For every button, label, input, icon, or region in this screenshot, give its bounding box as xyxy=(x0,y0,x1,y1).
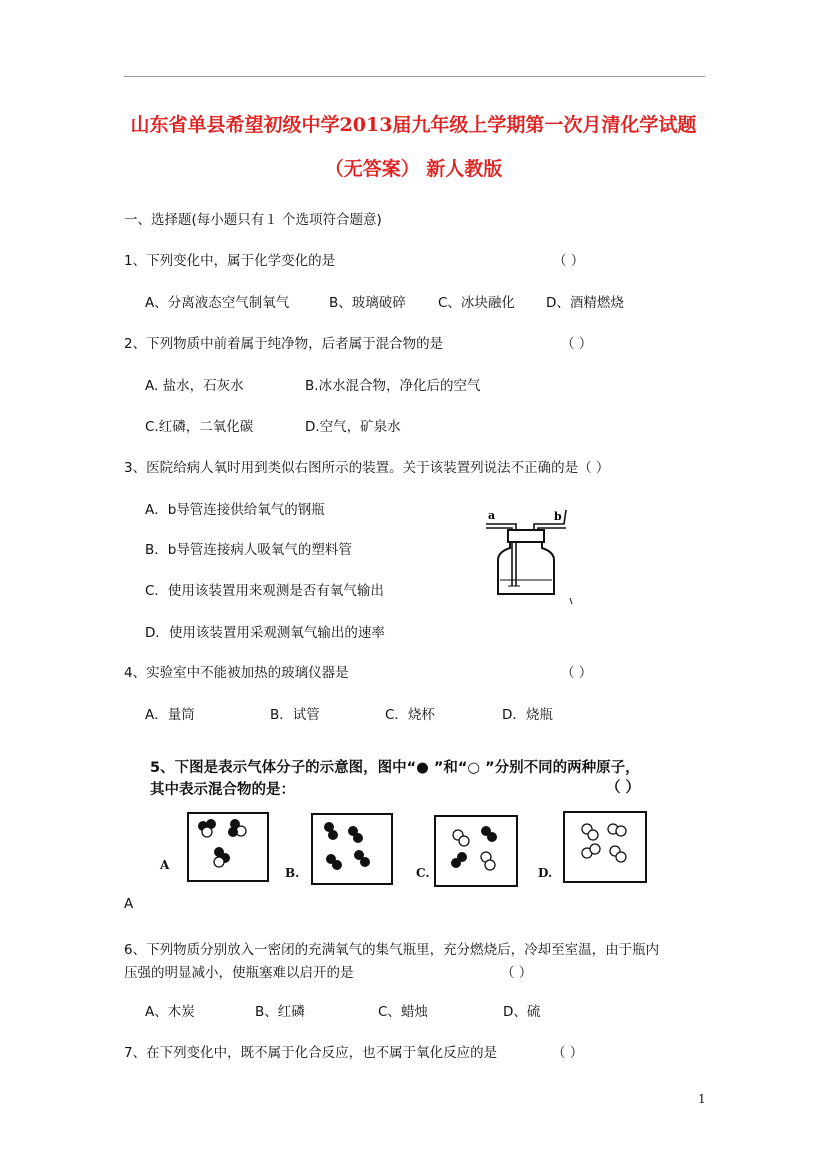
header-rule xyxy=(124,76,705,77)
q6-stem-line1: 6、下列物质分别放入一密闭的充满氧气的集气瓶里，充分燃烧后，冷却至室温，由于瓶内 xyxy=(124,942,660,958)
q6-option-b: B、红磷 xyxy=(255,1004,305,1020)
q1-option-d: D、酒精燃烧 xyxy=(546,295,624,311)
q6-option-a: A、木炭 xyxy=(145,1004,195,1020)
q2-option-b: B.冰水混合物，净化后的空气 xyxy=(305,378,481,394)
section-heading: 一、选择题(每小题只有１ 个选项符合题意) xyxy=(124,212,382,228)
q2-stem: 2、下列物质中前着属于纯净物，后者属于混合物的是 xyxy=(124,336,444,352)
q6-stem-line2: 压强的明显减小，使瓶塞难以启开的是 xyxy=(124,965,354,981)
q4-option-a: A．量筒 xyxy=(145,707,195,723)
q5-stem-line1: 5、下图是表示气体分子的示意图，图中“● ”和“○ ”分别不同的两种原子， xyxy=(150,760,640,776)
q2-option-d: D.空气，矿泉水 xyxy=(305,419,401,435)
q1-option-a: A、分离液态空气制氧气 xyxy=(145,295,290,311)
q5-box-label-c: C. xyxy=(416,866,430,880)
q6-option-d: D、硫 xyxy=(503,1004,541,1020)
q5-box-label-a: A xyxy=(160,858,170,872)
q5-box-label-d: D. xyxy=(538,866,553,880)
q4-option-b: B．试管 xyxy=(270,707,320,723)
q5-answer-paren: （ ） xyxy=(606,780,641,796)
q2-option-c: C.红磷，二氧化碳 xyxy=(145,419,254,435)
q6-option-c: C、蜡烛 xyxy=(378,1004,428,1020)
q5-box-d xyxy=(563,811,647,883)
q2-answer-paren: （ ） xyxy=(561,336,593,352)
q4-option-d: D．烧瓶 xyxy=(502,707,553,723)
q5-stem-line2: 其中表示混合物的是： xyxy=(150,782,295,798)
q4-option-c: C．烧杯 xyxy=(385,707,435,723)
q5-box-b xyxy=(311,813,393,885)
q1-answer-paren: （ ） xyxy=(553,253,585,269)
q5-box-a xyxy=(187,812,269,882)
q1-option-b: B、玻璃破碎 xyxy=(329,295,406,311)
q3-option-b: B．b导管连接病人吸氧气的塑料管 xyxy=(145,542,352,558)
gas-bottle-figure xyxy=(480,500,580,606)
q3-option-a: A．b导管连接供给氧气的钢瓶 xyxy=(145,502,325,518)
q5-answer: A xyxy=(124,896,134,912)
q1-stem: 1、下列变化中，属于化学变化的是 xyxy=(124,253,336,269)
q1-option-c: C、冰块融化 xyxy=(438,295,515,311)
q3-option-c: C．使用该装置用来观测是否有氧气输出 xyxy=(145,583,384,599)
q7-stem: 7、在下列变化中，既不属于化合反应，也不属于氧化反应的是 xyxy=(124,1045,498,1061)
figure-label-a: a xyxy=(488,509,496,522)
q5-box-c xyxy=(434,815,518,887)
page-title-line2: （无答案） 新人教版 xyxy=(324,158,503,180)
figure-label-b: b xyxy=(554,510,562,523)
q3-stem: 3、医院给病人氧时用到类似右图所示的装置。关于该装置列说法不正确的是（ ） xyxy=(124,460,610,476)
page-title-line1: 山东省单县希望初级中学2013届九年级上学期第一次月清化学试题 xyxy=(130,114,697,136)
q7-answer-paren: （ ） xyxy=(552,1045,584,1061)
q3-option-d: D．使用该装置用采观测氧气输出的速率 xyxy=(145,625,385,641)
q2-option-a: A. 盐水，石灰水 xyxy=(145,378,244,394)
q4-stem: 4、实验室中不能被加热的玻璃仪器是 xyxy=(124,665,349,681)
q4-answer-paren: （ ） xyxy=(561,665,593,681)
page-number: 1 xyxy=(698,1092,706,1106)
q6-answer-paren: （ ） xyxy=(501,965,533,981)
q5-box-label-b: B. xyxy=(285,866,300,880)
